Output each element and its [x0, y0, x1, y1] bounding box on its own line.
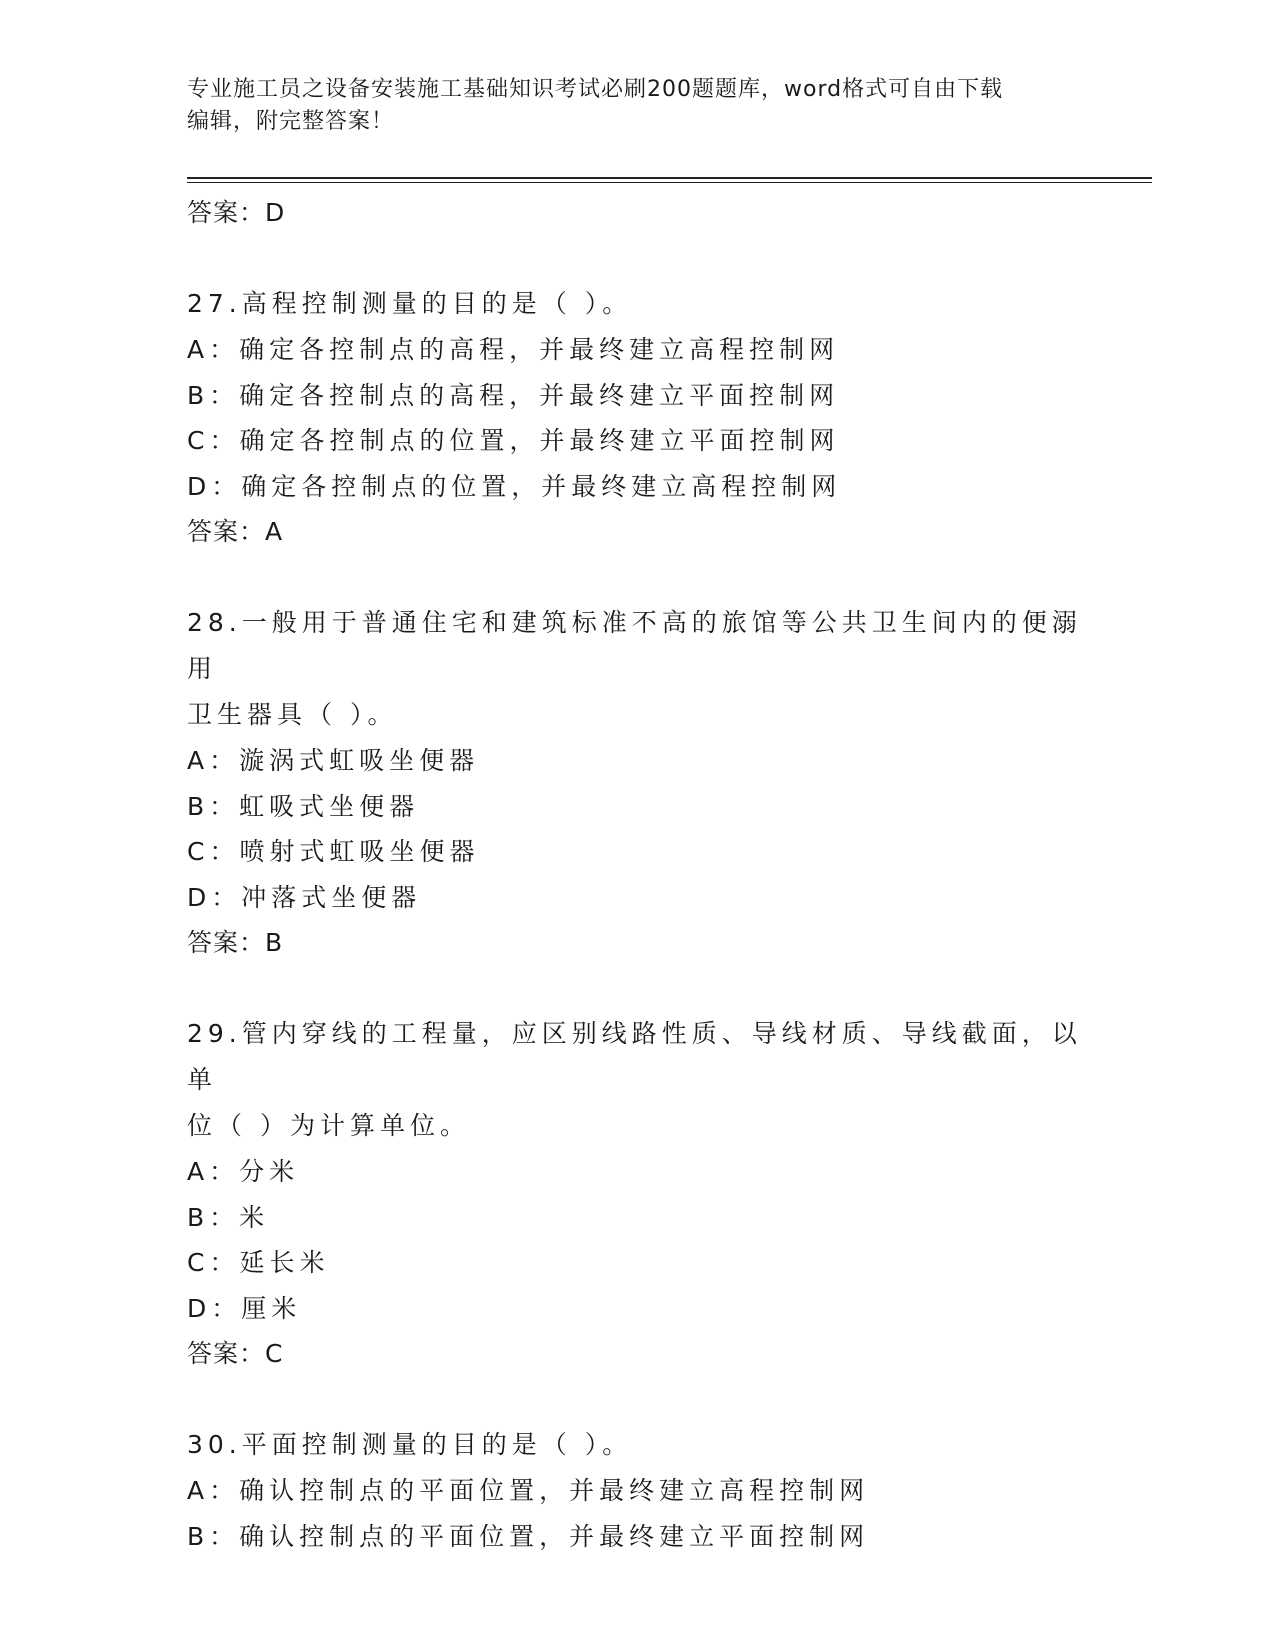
answer-line: 答案：C [187, 1339, 284, 1368]
header-rule-thin [187, 182, 1152, 183]
question-option: D：厘米 [187, 1293, 302, 1323]
question-option: B：虹吸式坐便器 [187, 791, 420, 821]
question-stem-line: 卫生器具（ ）。 [187, 700, 398, 729]
answer-line: 答案：A [187, 517, 284, 546]
question-stem [187, 600, 1087, 738]
question-stem [187, 1011, 1087, 1149]
header-line-2: 编辑，附完整答案！ [187, 109, 395, 134]
question-stem [187, 281, 1087, 327]
question-option: A：确定各控制点的高程，并最终建立高程控制网 [187, 335, 840, 364]
question-list [187, 190, 1087, 1559]
question-option: B：米 [187, 1202, 270, 1232]
question-option: A：分米 [187, 1157, 300, 1186]
question-option: B：确定各控制点的高程，并最终建立平面控制网 [187, 380, 840, 410]
question-stem-line: 30.平面控制测量的目的是（ ）。 [187, 1430, 633, 1459]
question-option: C：喷射式虹吸坐便器 [187, 837, 480, 866]
question-stem-line: 28.一般用于普通住宅和建筑标准不高的旅馆等公共卫生间内的便溺用 [187, 608, 1082, 683]
question-option: C：确定各控制点的位置，并最终建立平面控制网 [187, 426, 840, 455]
question-stem-line: 27.高程控制测量的目的是（ ）。 [187, 289, 633, 318]
question-gap [187, 236, 1087, 281]
question-gap [187, 555, 1087, 600]
header-rule-thick [187, 177, 1152, 179]
question-stem [187, 1422, 1087, 1468]
question-gap [187, 966, 1087, 1011]
question-gap [187, 1377, 1087, 1422]
question-option: B：确认控制点的平面位置，并最终建立平面控制网 [187, 1521, 870, 1551]
answer-line: 答案：D [187, 198, 286, 227]
question-option: C：延长米 [187, 1248, 330, 1277]
question-option: A：漩涡式虹吸坐便器 [187, 746, 480, 775]
answer-line: 答案：B [187, 928, 284, 957]
question-option: D：冲落式坐便器 [187, 882, 422, 912]
question-stem-line: 位（ ）为计算单位。 [187, 1111, 470, 1140]
question-option: A：确认控制点的平面位置，并最终建立高程控制网 [187, 1476, 870, 1505]
question-stem-line: 29.管内穿线的工程量，应区别线路性质、导线材质、导线截面，以单 [187, 1019, 1082, 1094]
header-line-1: 专业施工员之设备安装施工基础知识考试必刷200题题库，word格式可自由下载 [187, 77, 1004, 102]
page-header [187, 74, 1067, 138]
question-option: D：确定各控制点的位置，并最终建立高程控制网 [187, 471, 842, 501]
